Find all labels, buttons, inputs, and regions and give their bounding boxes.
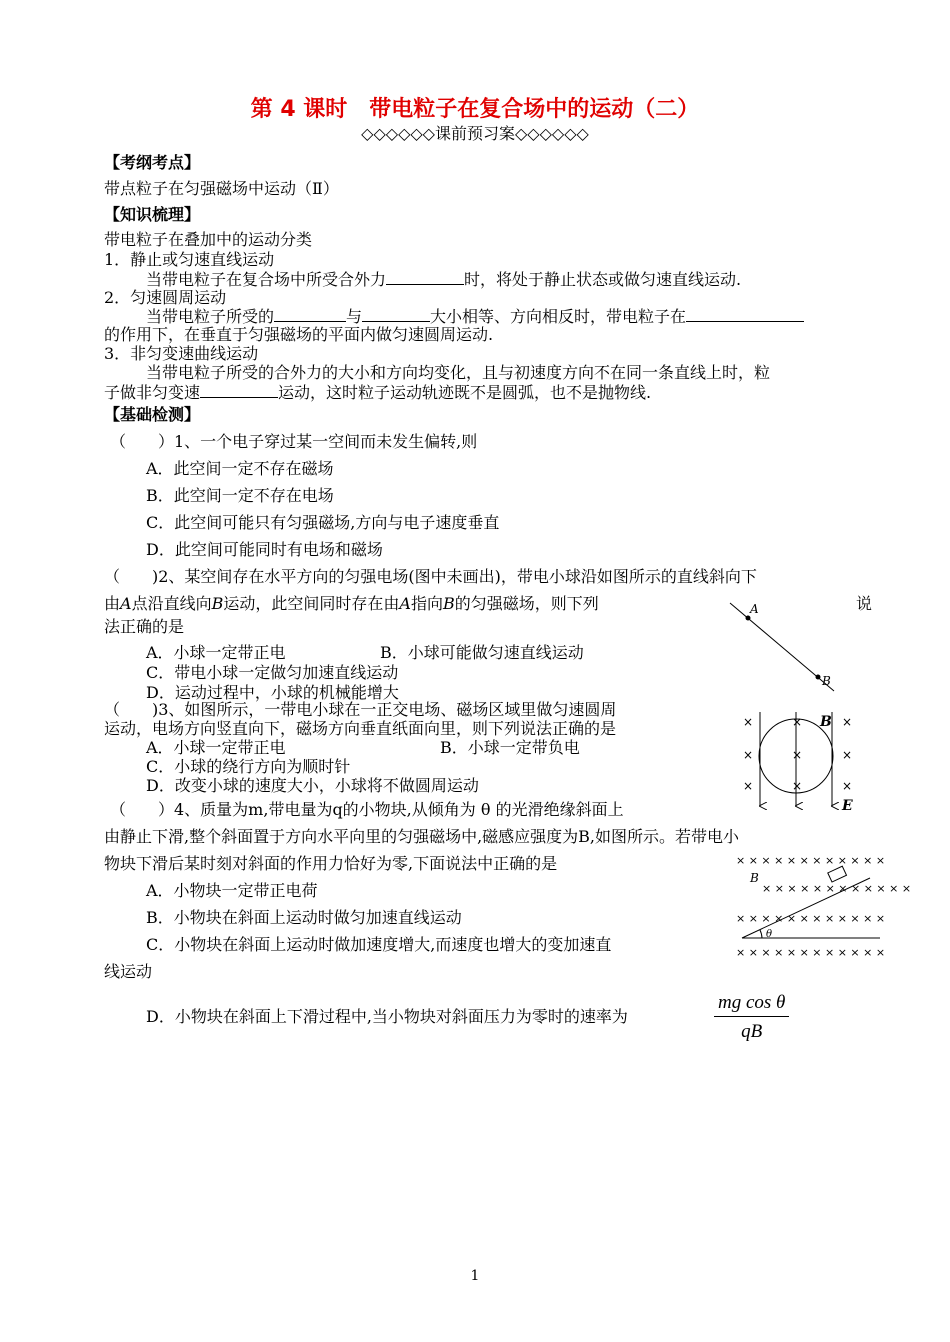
q4-option-b: B．小物块在斜面上运动时做匀加速直线运动: [146, 908, 462, 927]
item3-a: 当带电粒子所受的合外力的大小和方向均变化，且与初速度方向不在同一条直线上时，粒: [146, 363, 771, 382]
q4-option-c-2: 线运动: [104, 962, 153, 981]
item3-line2: [104, 380, 651, 403]
q2-option-a: A．小球一定带正电: [146, 643, 286, 662]
q2-stem-2-tail: 说: [856, 594, 873, 613]
item2-a: 当带电粒子所受的: [146, 307, 275, 326]
q3-cross: ×: [792, 779, 803, 793]
q2-s2b: A: [120, 594, 132, 613]
q2-label-b: B: [822, 674, 831, 688]
q4-option-a: A．小物块一定带正电荷: [146, 881, 318, 900]
q2-s2e: 运动，此空间同时存在由: [223, 594, 400, 613]
item2-title: 2．匀速圆周运动: [104, 288, 227, 307]
q3-cross: ×: [842, 779, 853, 793]
q3-stem-1: （ )3、如图所示，一带电小球在一正交电场、磁场区域里做匀速圆周: [104, 700, 617, 719]
item2-b: 与: [346, 307, 363, 326]
q1-option-b: B．此空间一定不存在电场: [146, 486, 334, 505]
item2-c: 大小相等、方向相反时，带电粒子在: [430, 307, 687, 326]
q4-label-b: B: [750, 871, 759, 885]
q3-option-b: B．小球一定带负电: [440, 738, 580, 757]
q4-cross-row: × × × × × × × × × × × ×: [762, 882, 912, 895]
q4-formula: [714, 992, 789, 1043]
q4-figure: [734, 852, 912, 960]
q4-cross-row: × × × × × × × × × × × ×: [736, 854, 886, 867]
section-head-zhishi: 【知识梳理】: [104, 205, 201, 224]
item2-d: 的作用下，在垂直于匀强磁场的平面内做匀速圆周运动.: [104, 325, 494, 344]
q3-option-c: C．小球的绕行方向为顺时针: [146, 757, 351, 776]
item3-b: 子做非匀变速: [104, 383, 201, 402]
q3-option-a: A．小球一定带正电: [146, 738, 286, 757]
q2-s2g: 指向: [410, 594, 443, 613]
q3-cross: ×: [792, 748, 803, 762]
zhishi-intro: 带电粒子在叠加中的运动分类: [104, 230, 313, 249]
q2-s2h: B: [442, 594, 455, 613]
q1-stem: （ ）1、一个电子穿过某一空间而未发生偏转,则: [110, 432, 478, 451]
q1-option-a: A．此空间一定不存在磁场: [146, 459, 334, 478]
q3-label-e: E: [842, 798, 853, 814]
item3-title: 3．非匀变速曲线运动: [104, 344, 259, 363]
q2-option-d: D．运动过程中，小球的机械能增大: [146, 683, 399, 702]
q1-option-d: D．此空间可能同时有电场和磁场: [146, 540, 383, 559]
item1-a: 当带电粒子在复合场中所受合外力: [146, 270, 387, 289]
q2-s2a: 由: [104, 594, 121, 613]
q4-option-c-1: C．小物块在斜面上运动时做加速度增大,而速度也增大的变加速直: [146, 935, 612, 954]
q2-label-a: A: [750, 602, 759, 616]
page-title: 第 4 课时 带电粒子在复合场中的运动（二）: [250, 97, 700, 122]
q3-cross: ×: [743, 748, 754, 762]
q3-label-b: B: [820, 714, 832, 730]
q1-option-c: C．此空间可能只有匀强磁场,方向与电子速度垂直: [146, 513, 500, 532]
blank-5: [200, 383, 278, 398]
q3-cross: ×: [842, 748, 853, 762]
q2-point-b: [816, 675, 821, 680]
q3-stem-2: 运动，电场方向竖直向下，磁场方向垂直纸面向里，则下列说法正确的是: [104, 719, 617, 738]
q2-option-c: C．带电小球一定做匀加速直线运动: [146, 663, 399, 682]
page-number: 1: [470, 1268, 480, 1284]
blank-1: [386, 270, 464, 285]
q4-stem-2: 由静止下滑,整个斜面置于方向水平向里的匀强磁场中,磁感应强度为B,如图所示。若带电小: [104, 827, 740, 846]
q2-stem-3: 法正确的是: [104, 617, 185, 636]
q3-cross: ×: [743, 779, 754, 793]
section-head-jichu: 【基础检测】: [104, 405, 201, 424]
kaogang-text: 带点粒子在匀强磁场中运动（Ⅱ）: [104, 179, 339, 198]
page-subtitle: ◇◇◇◇◇◇课前预习案◇◇◇◇◇◇: [361, 124, 589, 143]
q3-cross: ×: [842, 715, 853, 729]
q3-cross: ×: [792, 715, 803, 729]
q2-figure: [722, 595, 842, 700]
q4-cross-rows: [736, 854, 911, 959]
q4-cross-row: × × × × × × × × × × × ×: [736, 946, 886, 959]
q2-s2c: 点沿直线向: [131, 594, 212, 613]
q4-stem-3: 物块下滑后某时刻对斜面的作用力恰好为零,下面说法中正确的是: [104, 854, 558, 873]
q2-stem-1: （ )2、某空间存在水平方向的匀强电场(图中未画出)，带电小球沿如图所示的直线斜向下: [104, 567, 757, 586]
q2-s2d: B: [211, 594, 224, 613]
q2-stem-2: [104, 591, 599, 614]
q3-option-d: D．改变小球的速度大小，小球将不做圆周运动: [146, 776, 479, 795]
item1-title: 1．静止或匀速直线运动: [104, 250, 275, 269]
fraction: [714, 992, 789, 1043]
section-head-kaogang: 【考纲考点】: [104, 153, 201, 172]
q3-figure: [738, 708, 856, 812]
q4-stem-1: （ ）4、质量为m,带电量为q的小物块,从倾角为 θ 的光滑绝缘斜面上: [110, 800, 624, 819]
blank-2: [274, 307, 346, 322]
q4-angle-arc: [760, 930, 762, 938]
q2-option-b: B．小球可能做匀速直线运动: [380, 643, 584, 662]
q4-option-d: D．小物块在斜面上下滑过程中,当小物块对斜面压力为零时的速率为: [146, 1007, 628, 1026]
q4-label-theta: θ: [766, 929, 773, 940]
fraction-numerator: mg cos θ: [714, 992, 789, 1017]
fraction-denominator: qB: [741, 1021, 763, 1042]
q2-point-a: [746, 616, 751, 621]
blank-4: [686, 307, 804, 322]
q4-block: [828, 866, 847, 882]
blank-3: [362, 307, 430, 322]
item3-c: 运动，这时粒子运动轨迹既不是圆弧，也不是抛物线.: [278, 383, 652, 402]
q3-cross: ×: [743, 715, 754, 729]
item1-b: 时，将处于静止状态或做匀速直线运动.: [464, 270, 742, 289]
q2-s2i: 的匀强磁场，则下列: [454, 594, 599, 613]
q2-s2f: A: [399, 594, 411, 613]
q4-cross-row: × × × × × × × × × × × ×: [736, 912, 886, 925]
item1-text: [146, 267, 741, 290]
